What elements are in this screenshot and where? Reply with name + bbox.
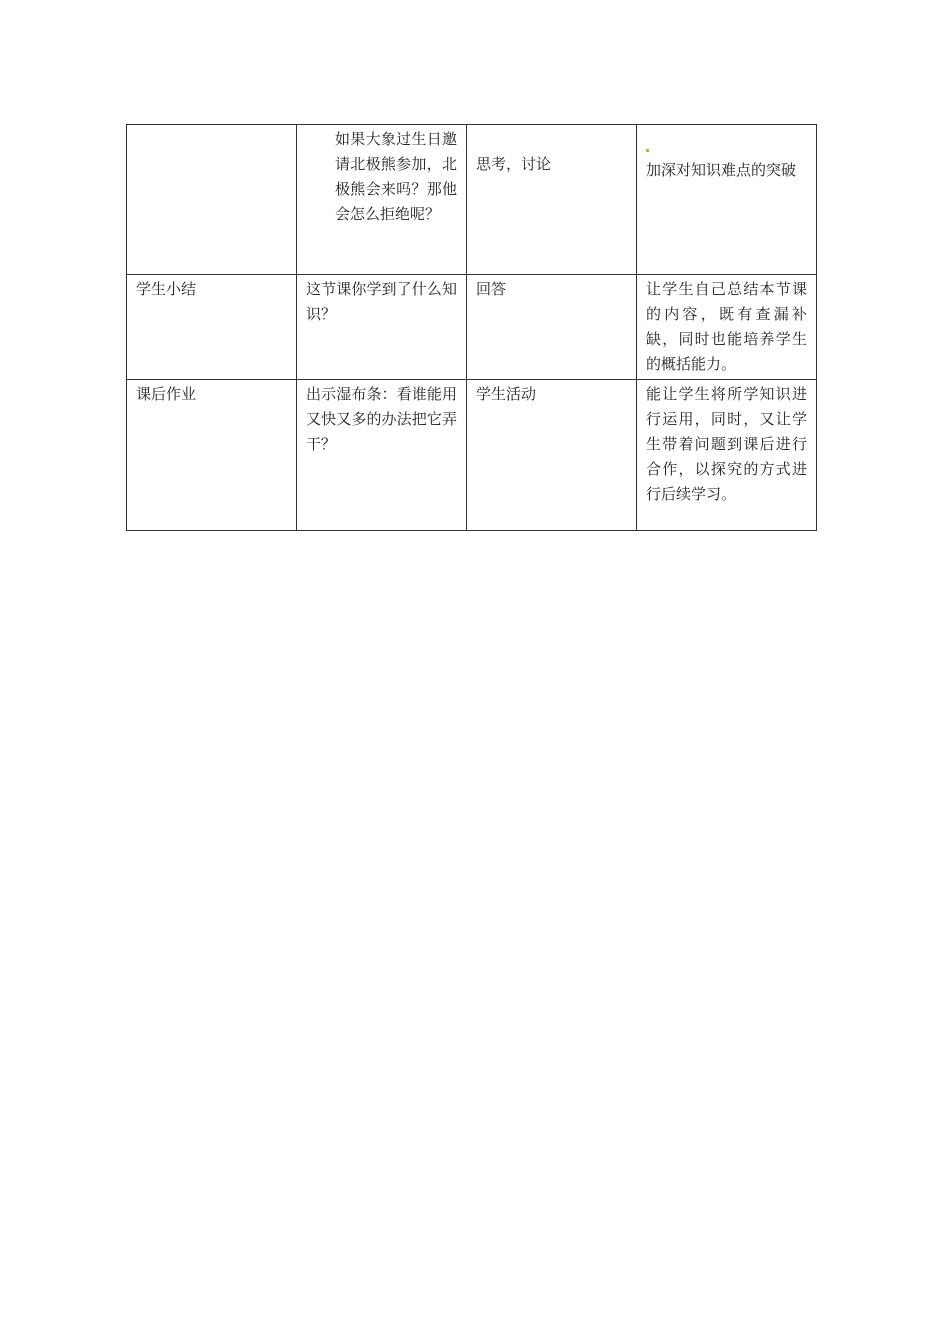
design-intent-text: 加深对知识难点的突破	[646, 161, 797, 179]
student-activity-cell: 思考，讨论	[467, 125, 637, 275]
revision-marker	[646, 149, 649, 152]
stage-cell: 课后作业	[127, 380, 297, 531]
design-intent-cell	[637, 125, 817, 275]
student-activity-cell: 回答	[467, 275, 637, 380]
design-intent-text: 让学生自己总结本节课的内容，既有查漏补缺，同时也能培养学生的概括能力。	[646, 280, 807, 373]
teacher-activity-cell: 如果大象过生日邀请北极熊参加，北极熊会来吗？那他会怎么拒绝呢？	[297, 125, 467, 275]
design-intent-cell	[637, 380, 817, 531]
student-activity-cell: 学生活动	[467, 380, 637, 531]
teacher-activity-cell: 出示湿布条：看谁能用又快又多的办法把它弄干？	[297, 380, 467, 531]
stage-cell: 学生小结	[127, 275, 297, 380]
table-row	[127, 125, 817, 275]
design-intent-text: 能让学生将所学知识进行运用，同时，又让学生带着问题到课后进行合作，以探究的方式进行后续学习。	[646, 385, 807, 503]
design-intent-cell	[637, 275, 817, 380]
table-row	[127, 380, 817, 531]
teacher-activity-cell: 这节课你学到了什么知识？	[297, 275, 467, 380]
table-row	[127, 275, 817, 380]
stage-cell	[127, 125, 297, 275]
lesson-plan-table	[126, 124, 817, 531]
